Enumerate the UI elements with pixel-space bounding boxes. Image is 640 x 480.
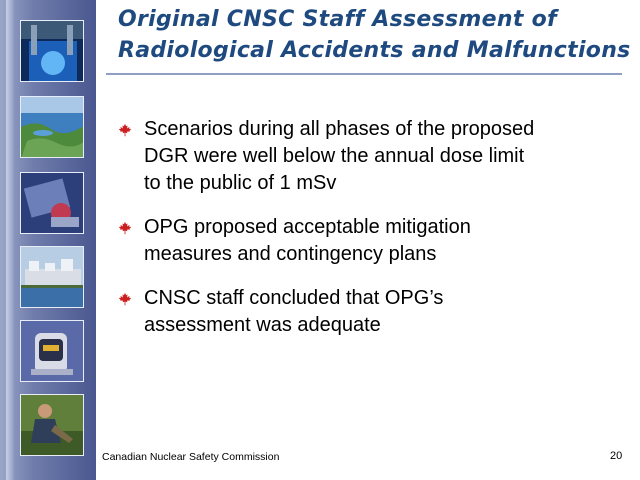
- maple-leaf-icon: [118, 221, 132, 235]
- lakeshore-aerial-photo: [20, 96, 84, 158]
- maple-leaf-icon: [118, 123, 132, 137]
- bullet-text-line: CNSC staff concluded that OPG’s: [144, 287, 444, 309]
- bullet-text-line: DGR were well below the annual dose limit: [144, 145, 525, 167]
- title-line: Original CNSC Staff Assessment of: [118, 7, 557, 32]
- instrument-photo: [20, 320, 84, 382]
- bullet-text-line: assessment was adequate: [144, 314, 381, 336]
- bullet-text-line: Scenarios during all phases of the proposed: [144, 118, 535, 140]
- sidebar-stripe: [6, 0, 14, 480]
- bullet-text-line: OPG proposed acceptable mitigation: [144, 216, 471, 238]
- sidebar: [0, 0, 96, 480]
- slide-title: [118, 4, 631, 66]
- robotic-tool-photo: [20, 172, 84, 234]
- page-number: 20: [610, 450, 623, 462]
- bullet-text-line: to the public of 1 mSv: [144, 172, 337, 194]
- footer-organization: Canadian Nuclear Safety Commission: [102, 451, 280, 463]
- title-divider: [106, 73, 622, 75]
- field-worker-photo: [20, 394, 84, 456]
- title-line: Radiological Accidents and Malfunctions: [118, 38, 631, 63]
- bullet-item: [118, 285, 618, 339]
- bullet-item: [118, 116, 618, 197]
- reactor-pool-photo: [20, 20, 84, 82]
- bullet-text-line: measures and contingency plans: [144, 243, 437, 265]
- bullet-list: [118, 116, 618, 356]
- maple-leaf-icon: [118, 292, 132, 306]
- power-plant-photo: [20, 246, 84, 308]
- bullet-item: [118, 214, 618, 268]
